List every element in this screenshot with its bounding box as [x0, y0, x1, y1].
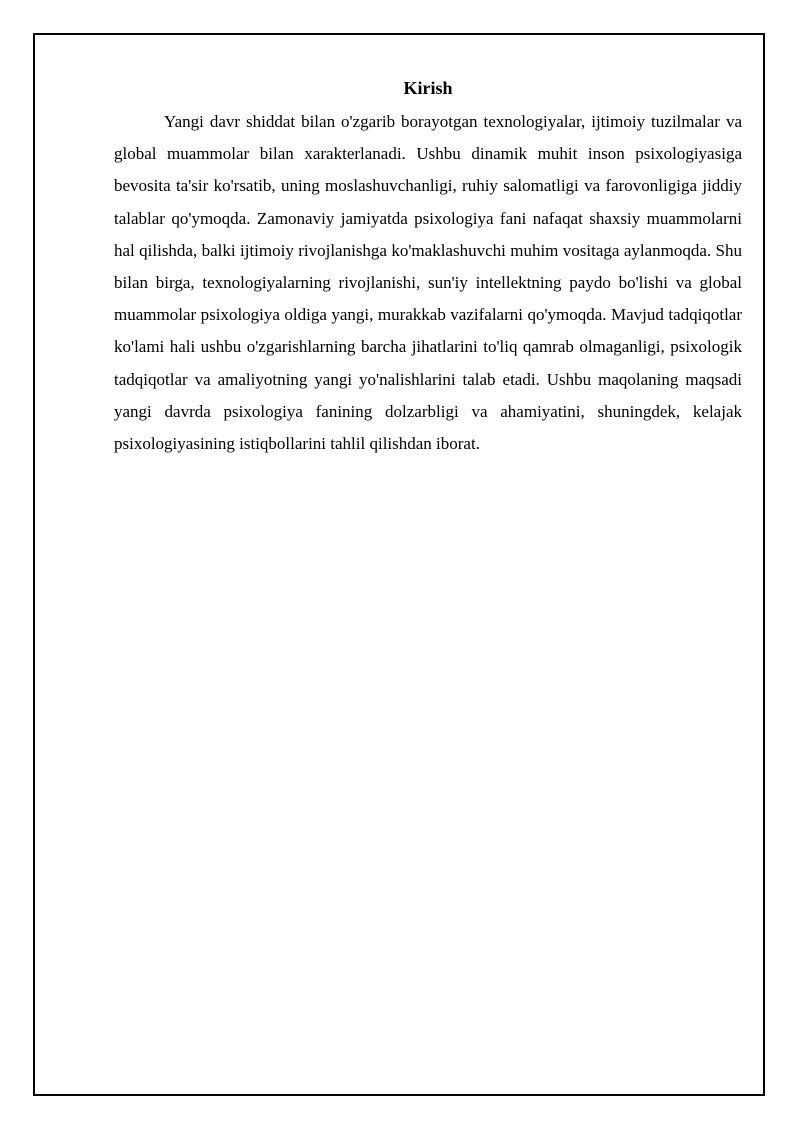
section-title: Kirish — [403, 78, 453, 98]
document-body — [114, 76, 742, 460]
body-paragraph: Yangi davr shiddat bilan o'zgarib borayotgan texnologiyalar, ijtimoiy tuzilmalar va global muammolar bilan xarakterlanadi. Ushbu dinamik muhit inson psixologiyasiga bevosita ta'sir ko'rsatib, uning moslashuvchanligi, ruhiy salomatligi va farovonligiga jiddiy talablar qo'ymoqda. Zamonaviy jamiyatda psixologiya fani nafaqat shaxsiy muammolarni hal qilishda, balki ijtimoiy rivojlanishga ko'maklashuvchi muhim vositaga aylanmoqda. Shu bilan birga, texnologiyalarning rivojlanishi, sun'iy intellektning paydo bo'lishi va global muammolar psixologiya oldiga yangi, murakkab vazifalarni qo'ymoqda. Mavjud tadqiqotlar ko'lami hali ushbu o'zgarishlarning barcha jihatlarini to'liq qamrab olmaganligi, psixologik tadqiqotlar va amaliyotning yangi yo'nalishlarini talab etadi. Ushbu maqolaning maqsadi yangi davrda psixologiya fanining dolzarbligi va ahamiyatini, shuningdek, kelajak psixologiyasining istiqbollarini tahlil qilishdan iborat. — [114, 112, 742, 454]
